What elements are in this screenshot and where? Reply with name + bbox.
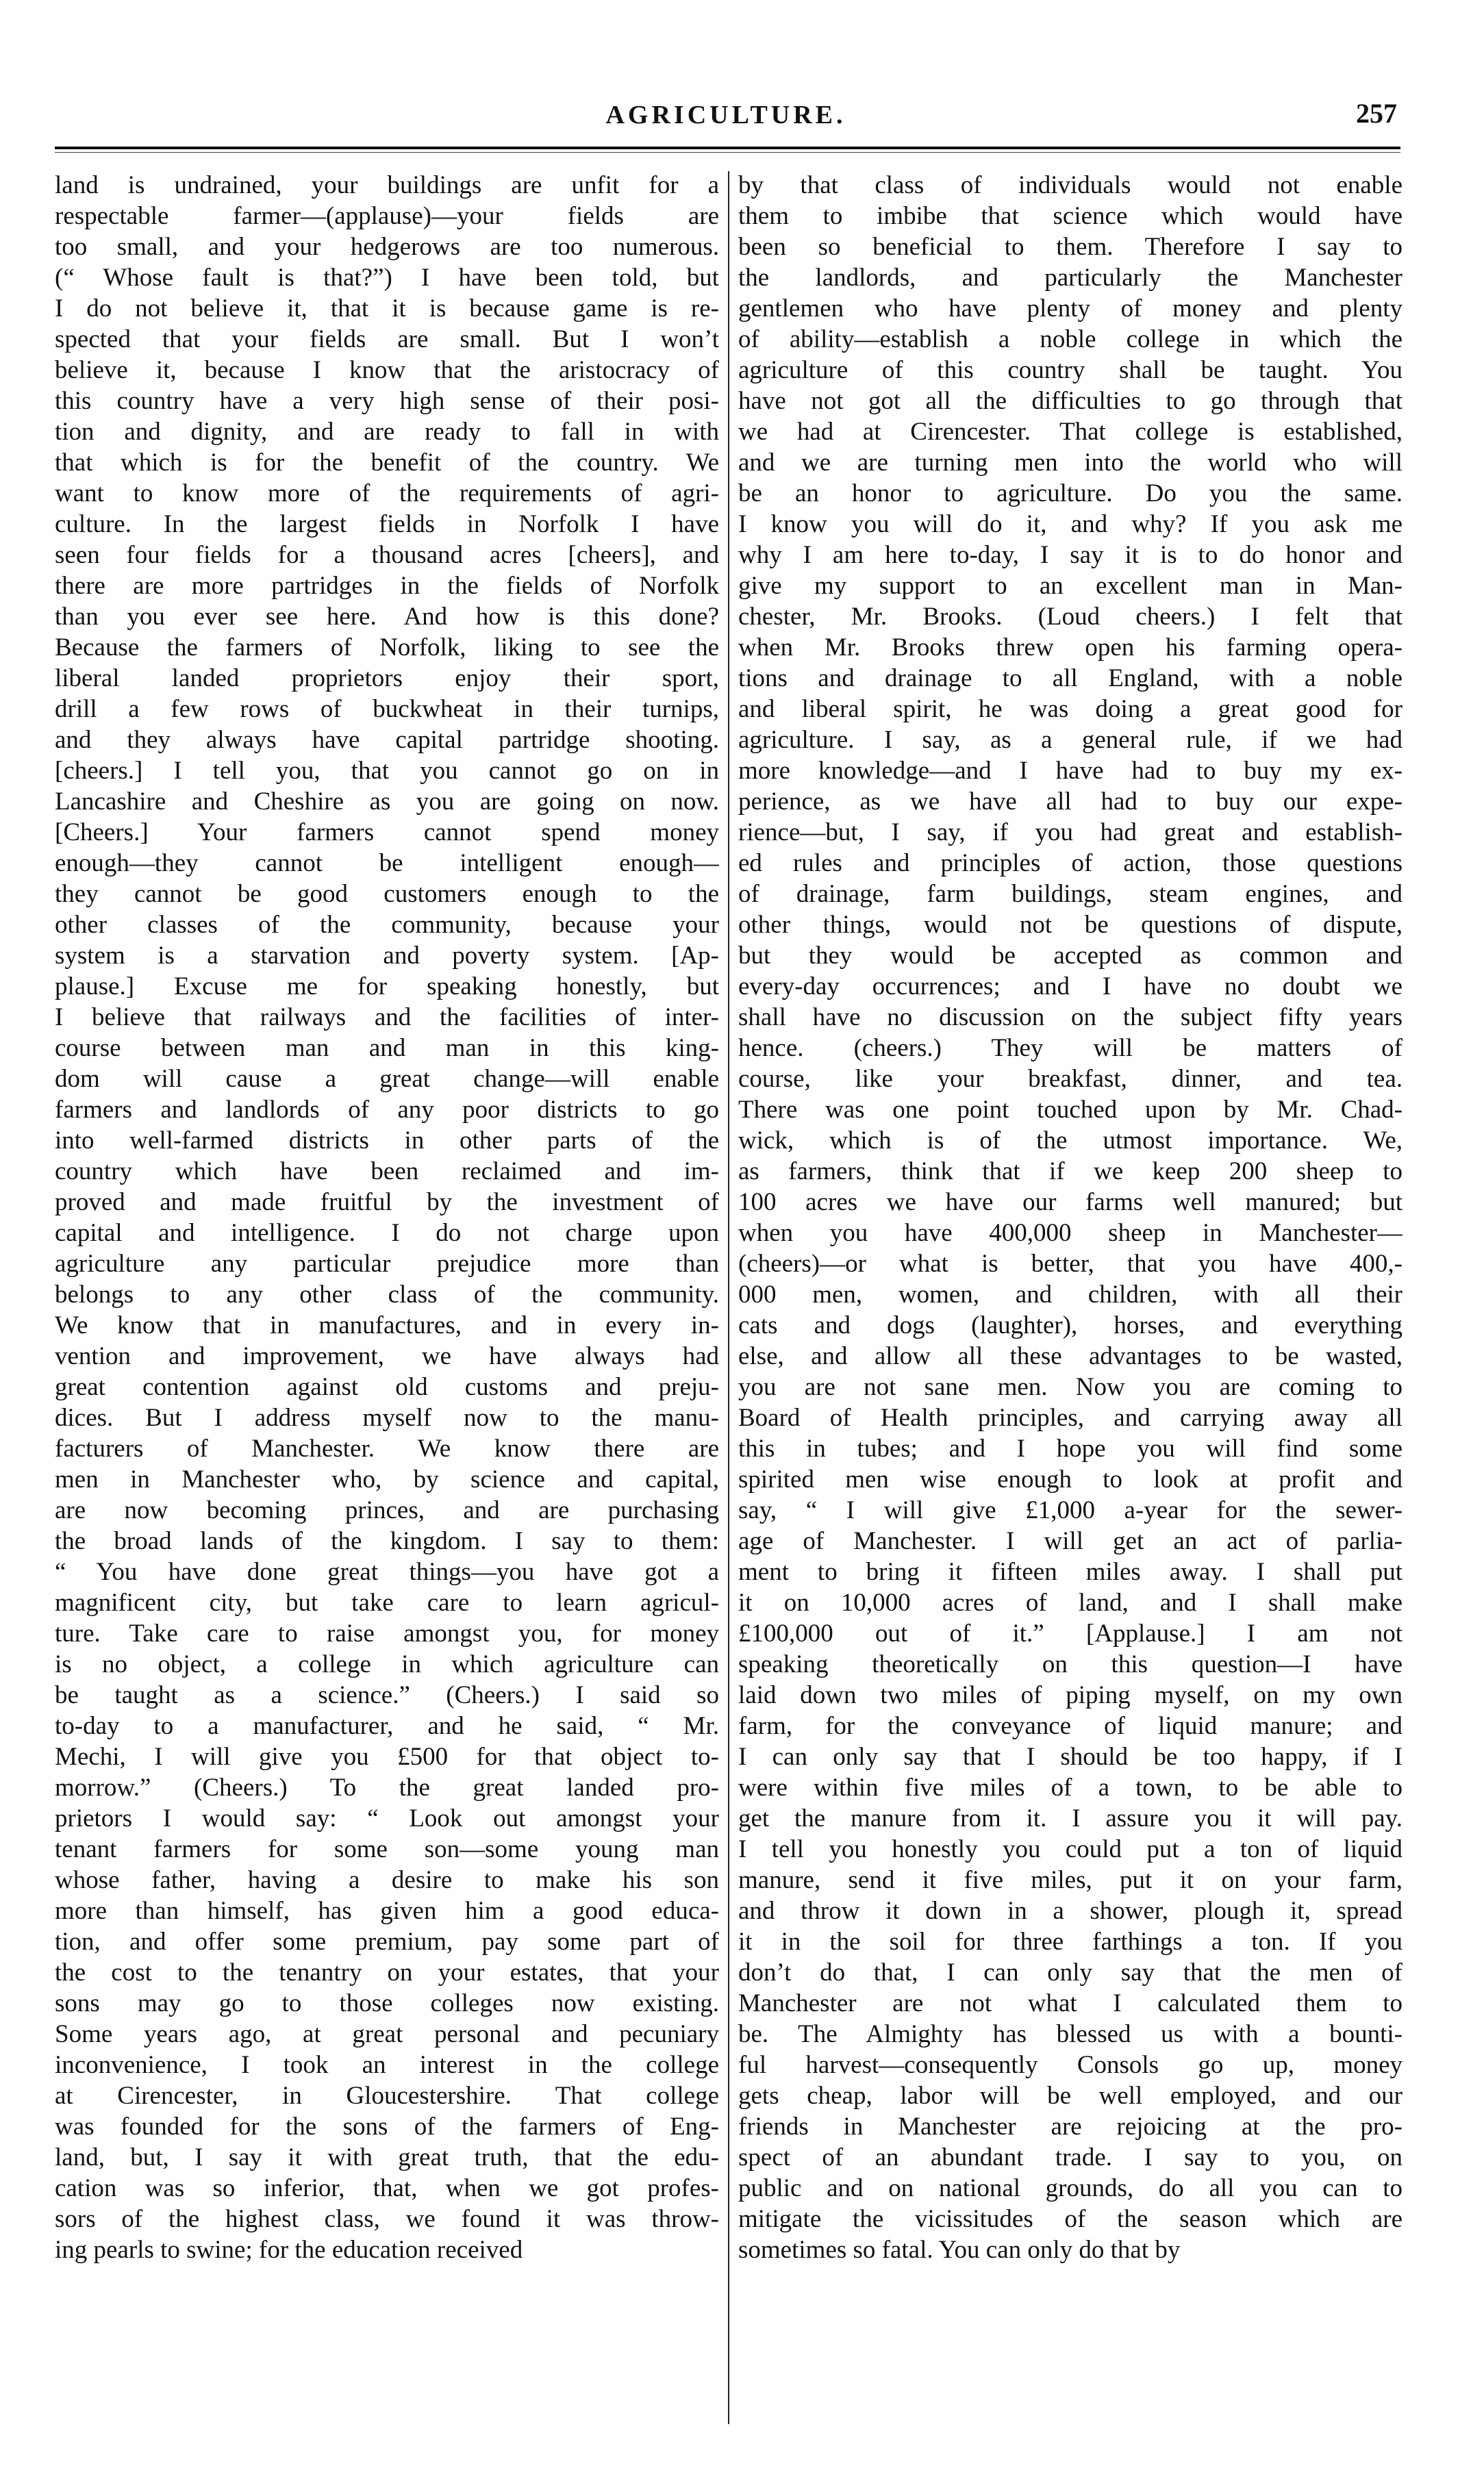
text-line: land is undrained, your buildings are unfit for a xyxy=(55,171,719,199)
text-line: I tell you honestly you could put a ton of liquid xyxy=(738,1835,1403,1863)
text-line: other things, would not be questions of dispute, xyxy=(738,911,1403,939)
text-line: I can only say that I should be too happy, if I xyxy=(738,1743,1403,1771)
text-line: more knowledge—and I have had to buy my ex- xyxy=(738,757,1403,785)
text-line: by that class of individuals would not enable xyxy=(738,171,1403,199)
text-line: men in Manchester who, by science and capital, xyxy=(55,1465,719,1494)
text-line: as farmers, think that if we keep 200 sheep to xyxy=(738,1157,1403,1185)
text-line: them to imbibe that science which would have xyxy=(738,202,1403,230)
text-line: spirited men wise enough to look at profit and xyxy=(738,1465,1403,1494)
text-line: be taught as a science.” (Cheers.) I said so xyxy=(55,1681,719,1709)
text-line: you are not sane men. Now you are coming to xyxy=(738,1373,1403,1401)
text-line: the cost to the tenantry on your estates, that your xyxy=(55,1959,719,1987)
text-line: been so beneficial to them. Therefore I say to xyxy=(738,233,1403,261)
text-line: too small, and your hedgerows are too numerous. xyxy=(55,233,719,261)
text-line: wick, which is of the utmost importance. We, xyxy=(738,1126,1403,1155)
text-line: that which is for the benefit of the country. We xyxy=(55,449,719,477)
text-line: sometimes so fatal. You can only do that by xyxy=(738,2236,1181,2264)
text-line: be. The Almighty has blessed us with a bounti- xyxy=(738,2020,1403,2048)
text-line: course, like your breakfast, dinner, and tea. xyxy=(738,1065,1403,1093)
text-line: when Mr. Brooks threw open his farming opera- xyxy=(738,633,1403,662)
text-line: is no object, a college in which agriculture can xyxy=(55,1650,719,1678)
text-line: friends in Manchester are rejoicing at the pro- xyxy=(738,2113,1403,2141)
text-line: proved and made fruitful by the investment of xyxy=(55,1188,719,1216)
text-line: than you ever see here. And how is this done? xyxy=(55,603,719,631)
text-line: magnificent city, but take care to learn agricul- xyxy=(55,1589,719,1617)
text-line: inconvenience, I took an interest in the college xyxy=(55,2051,719,2079)
text-line: Lancashire and Cheshire as you are going on now. xyxy=(55,788,719,816)
text-line: the landlords, and particularly the Manchester xyxy=(738,264,1403,292)
column-divider xyxy=(728,171,729,2424)
text-line: Board of Health principles, and carrying away all xyxy=(738,1404,1403,1432)
text-line: and throw it down in a shower, plough it, spread xyxy=(738,1897,1403,1925)
text-line: it in the soil for three farthings a ton. If you xyxy=(738,1928,1403,1956)
text-line: facturers of Manchester. We know there are xyxy=(55,1435,719,1463)
text-line: spected that your fields are small. But I won’t xyxy=(55,325,719,353)
text-line: perience, as we have all had to buy our expe- xyxy=(738,788,1403,816)
text-line: don’t do that, I can only say that the men of xyxy=(738,1959,1403,1987)
text-line: sons may go to those colleges now existing. xyxy=(55,1989,719,2017)
text-line: this country have a very high sense of their posi- xyxy=(55,387,719,415)
text-line: speaking theoretically on this question—I have xyxy=(738,1650,1403,1678)
text-line: (cheers)—or what is better, that you have 400,- xyxy=(738,1250,1403,1278)
text-line: capital and intelligence. I do not charge upon xyxy=(55,1219,719,1247)
text-line: mitigate the vicissitudes of the season which are xyxy=(738,2205,1403,2233)
text-line: sors of the highest class, we found it was throw- xyxy=(55,2205,719,2233)
text-line: I know you will do it, and why? If you ask me xyxy=(738,510,1403,538)
text-line: agriculture. I say, as a general rule, if we had xyxy=(738,726,1403,754)
text-line: cats and dogs (laughter), horses, and everything xyxy=(738,1311,1403,1339)
text-line: Mechi, I will give you £500 for that object to- xyxy=(55,1743,719,1771)
text-line: this in tubes; and I hope you will find some xyxy=(738,1435,1403,1463)
page-number: 257 xyxy=(1356,98,1397,129)
text-line: rience—but, I say, if you had great and establish- xyxy=(738,818,1403,846)
text-line: gentlemen who have plenty of money and plenty xyxy=(738,294,1403,323)
text-line: other classes of the community, because your xyxy=(55,911,719,939)
text-line: be an honor to agriculture. Do you the same. xyxy=(738,479,1403,507)
text-line: ture. Take care to raise amongst you, for money xyxy=(55,1620,719,1648)
page-header xyxy=(55,96,1397,144)
text-line: “ You have done great things—you have got a xyxy=(55,1558,719,1586)
text-line: are now becoming princes, and are purchasing xyxy=(55,1496,719,1524)
running-title: AGRICULTURE. xyxy=(605,101,846,129)
text-line: tion, and offer some premium, pay some part of xyxy=(55,1928,719,1956)
text-line: get the manure from it. I assure you it will pay. xyxy=(738,1804,1403,1833)
text-line: we had at Cirencester. That college is established, xyxy=(738,418,1403,446)
text-line: believe it, because I know that the aristocracy of xyxy=(55,356,719,384)
text-line: course between man and man in this king- xyxy=(55,1034,719,1062)
text-line: tions and drainage to all England, with a noble xyxy=(738,664,1403,692)
text-line: drill a few rows of buckwheat in their turnips, xyxy=(55,695,719,723)
text-line: We know that in manufactures, and in every in- xyxy=(55,1311,719,1339)
text-line: prietors I would say: “ Look out amongst your xyxy=(55,1804,719,1833)
text-line: Manchester are not what I calculated them to xyxy=(738,1989,1403,2017)
text-line: manure, send it five miles, put it on your farm, xyxy=(738,1866,1403,1894)
text-line: morrow.” (Cheers.) To the great landed pro- xyxy=(55,1774,719,1802)
text-line: respectable farmer—(applause)—your fields are xyxy=(55,202,719,230)
text-line: (“ Whose fault is that?”) I have been told, but xyxy=(55,264,719,292)
text-line: public and on national grounds, do all you can to xyxy=(738,2174,1403,2202)
text-line: system is a starvation and poverty system. [Ap- xyxy=(55,942,719,970)
text-line: chester, Mr. Brooks. (Loud cheers.) I felt that xyxy=(738,603,1403,631)
text-line: laid down two miles of piping myself, on my own xyxy=(738,1681,1403,1709)
right-column xyxy=(738,170,1403,2423)
text-line: belongs to any other class of the community. xyxy=(55,1281,719,1309)
text-line: have not got all the difficulties to go through that xyxy=(738,387,1403,415)
text-line: was founded for the sons of the farmers of Eng- xyxy=(55,2113,719,2141)
text-line: [Cheers.] Your farmers cannot spend money xyxy=(55,818,719,846)
text-line: when you have 400,000 sheep in Manchester— xyxy=(738,1219,1403,1247)
text-line: there are more partridges in the fields of Norfolk xyxy=(55,572,719,600)
text-line: cation was so inferior, that, when we got profes- xyxy=(55,2174,719,2202)
text-line: else, and allow all these advantages to be wasted, xyxy=(738,1342,1403,1370)
text-line: of drainage, farm buildings, steam engines, and xyxy=(738,880,1403,908)
text-line: farmers and landlords of any poor districts to go xyxy=(55,1096,719,1124)
text-line: There was one point touched upon by Mr. Chad- xyxy=(738,1096,1403,1124)
text-line: I believe that railways and the facilities of inter- xyxy=(55,1003,719,1031)
text-line: were within five miles of a town, to be able to xyxy=(738,1774,1403,1802)
text-line: Some years ago, at great personal and pecuniary xyxy=(55,2020,719,2048)
text-line: shall have no discussion on the subject fifty years xyxy=(738,1003,1403,1031)
text-line: culture. In the largest fields in Norfolk I have xyxy=(55,510,719,538)
text-line: liberal landed proprietors enjoy their sport, xyxy=(55,664,719,692)
text-line: and they always have capital partridge shooting. xyxy=(55,726,719,754)
text-line: the broad lands of the kingdom. I say to them: xyxy=(55,1527,719,1555)
text-line: Because the farmers of Norfolk, liking to see the xyxy=(55,633,719,662)
text-line: I do not believe it, that it is because game is re- xyxy=(55,294,719,323)
header-rule-thin xyxy=(55,152,1400,153)
text-line: agriculture any particular prejudice more than xyxy=(55,1250,719,1278)
text-line: enough—they cannot be intelligent enough— xyxy=(55,849,719,877)
text-line: hence. (cheers.) They will be matters of xyxy=(738,1034,1403,1062)
text-line: 000 men, women, and children, with all their xyxy=(738,1281,1403,1309)
text-line: tion and dignity, and are ready to fall in with xyxy=(55,418,719,446)
text-line: ful harvest—consequently Consols go up, money xyxy=(738,2051,1403,2079)
text-line: £100,000 out of it.” [Applause.] I am not xyxy=(738,1620,1403,1648)
text-line: of ability—establish a noble college in which the xyxy=(738,325,1403,353)
text-line: want to know more of the requirements of agri- xyxy=(55,479,719,507)
text-line: every-day occurrences; and I have no doubt we xyxy=(738,972,1403,1000)
text-line: they cannot be good customers enough to the xyxy=(55,880,719,908)
text-line: farm, for the conveyance of liquid manure; and xyxy=(738,1712,1403,1740)
text-line: tenant farmers for some son—some young man xyxy=(55,1835,719,1863)
text-line: more than himself, has given him a good educa- xyxy=(55,1897,719,1925)
text-line: [cheers.] I tell you, that you cannot go on in xyxy=(55,757,719,785)
text-line: and liberal spirit, he was doing a great good for xyxy=(738,695,1403,723)
text-line: agriculture of this country shall be taught. You xyxy=(738,356,1403,384)
text-line: age of Manchester. I will get an act of parlia- xyxy=(738,1527,1403,1555)
text-line: to-day to a manufacturer, and he said, “ Mr. xyxy=(55,1712,719,1740)
text-line: plause.] Excuse me for speaking honestly, but xyxy=(55,972,719,1000)
text-line: ment to bring it fifteen miles away. I shall put xyxy=(738,1558,1403,1586)
text-line: whose father, having a desire to make his son xyxy=(55,1866,719,1894)
text-line: ing pearls to swine; for the education received xyxy=(55,2236,523,2264)
text-line: seen four fields for a thousand acres [cheers], and xyxy=(55,541,719,569)
left-column xyxy=(55,170,719,2423)
text-line: spect of an abundant trade. I say to you, on xyxy=(738,2143,1403,2171)
text-line: dom will cause a great change—will enable xyxy=(55,1065,719,1093)
text-line: at Cirencester, in Gloucestershire. That college xyxy=(55,2082,719,2110)
text-line: give my support to an excellent man in Man- xyxy=(738,572,1403,600)
text-line: and we are turning men into the world who will xyxy=(738,449,1403,477)
text-line: but they would be accepted as common and xyxy=(738,942,1403,970)
text-line: ed rules and principles of action, those questions xyxy=(738,849,1403,877)
header-rule xyxy=(55,147,1400,149)
text-line: vention and improvement, we have always had xyxy=(55,1342,719,1370)
text-line: gets cheap, labor will be well employed, and our xyxy=(738,2082,1403,2110)
text-line: say, “ I will give £1,000 a-year for the sewer- xyxy=(738,1496,1403,1524)
text-line: into well-farmed districts in other parts of the xyxy=(55,1126,719,1155)
text-line: dices. But I address myself now to the manu- xyxy=(55,1404,719,1432)
text-line: land, but, I say it with great truth, that the edu- xyxy=(55,2143,719,2171)
text-line: why I am here to-day, I say it is to do honor and xyxy=(738,541,1403,569)
text-line: great contention against old customs and preju- xyxy=(55,1373,719,1401)
text-line: country which have been reclaimed and im- xyxy=(55,1157,719,1185)
text-line: it on 10,000 acres of land, and I shall make xyxy=(738,1589,1403,1617)
text-line: 100 acres we have our farms well manured; but xyxy=(738,1188,1403,1216)
